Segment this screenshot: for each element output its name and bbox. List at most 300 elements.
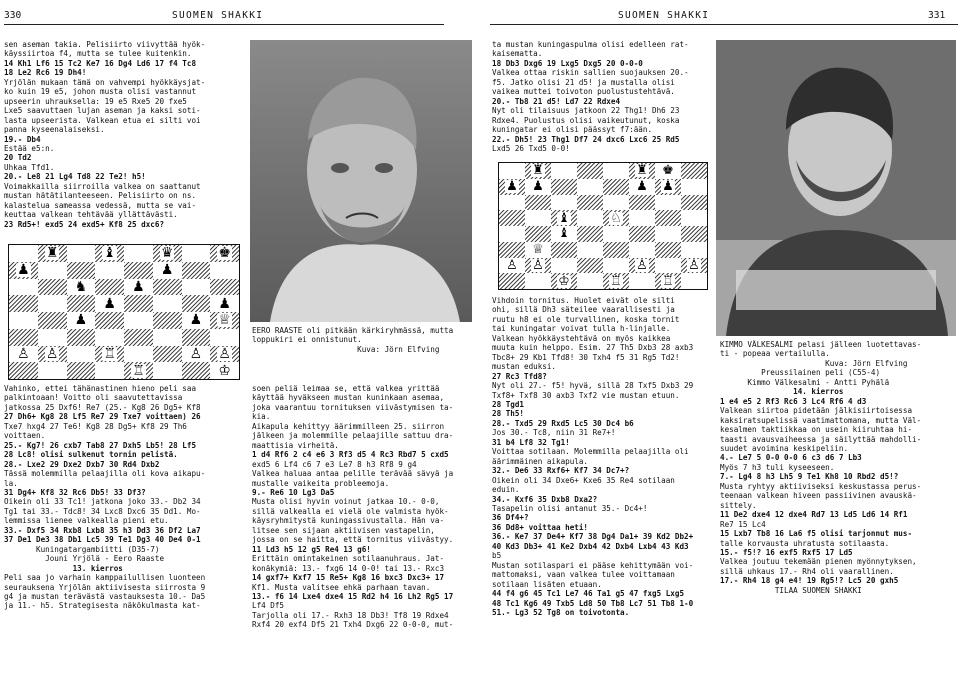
chess-piece-icon: ♟ — [506, 179, 518, 195]
col4_bottom-line: Kimmo Välkesalmi - Antti Pyhälä — [720, 377, 890, 387]
col3_bottom-line: Valkean hyökkäystehtävä on myös kaikkea — [492, 333, 671, 343]
col1_bottom-line: jatkossa 25 Dxf6! Re7 (25.- Kg8 26 Dg5+ Kf8 — [4, 402, 201, 412]
board-square — [525, 242, 551, 258]
chess-piece-icon: ♙ — [17, 345, 30, 362]
board-square — [603, 258, 629, 274]
col1_bottom-line: g4 ja mustan terävästä vastauksesta 10.- Da5 — [4, 591, 206, 601]
board-square — [182, 329, 211, 346]
col4_bottom-line: 15 Lxb7 Tb8 16 La6 f5 olisi tarjonnut mus- — [720, 529, 913, 539]
board-square — [525, 258, 551, 274]
board-square — [525, 210, 551, 226]
col2_bottom-line: Rxf4 20 exf4 Df5 21 Txh4 Dxg6 22 0-0-0, mut- — [252, 620, 454, 630]
col3_bottom-line: muuta kuin helppo. Esim. 27 Th5 Dxb3 28 axb3 — [492, 343, 694, 353]
col2_bottom-line: exd5 6 Lf4 c6 7 e3 Le7 8 h3 Rf8 9 g4 — [252, 459, 417, 469]
col1_top-line: käyssiirtoa f4, mutta se tulee kuitenkin. — [4, 49, 192, 59]
col3_bottom-line: ruutu h8 ei ole turvallinen, koska tornit — [492, 314, 680, 324]
col4_bottom-line: 7.- Lg4 8 h3 Lh5 9 Te1 Kh8 10 Rbd2 d5!? — [720, 472, 899, 482]
board-square — [9, 362, 38, 379]
col3_bottom-line: 31 b4 Lf8 32 Tg1! — [492, 437, 570, 447]
right-column-text-bottom — [492, 296, 712, 696]
board-square — [9, 245, 38, 262]
col1_top-line: 23 Rd5+! exd5 24 exd5+ Kf8 25 dxc6? — [4, 219, 165, 229]
board-square — [95, 362, 124, 379]
board-square — [655, 179, 681, 195]
chess-piece-icon: ♖ — [132, 362, 145, 379]
col3_bottom-line: ohi, sillä Dh3 säteilee vaarallisesti ja — [492, 305, 675, 315]
col2_bottom-line: Musta olisi hyvin voinut jatkaa 10.- 0-0, — [252, 497, 440, 507]
board-square — [499, 163, 525, 179]
board-square — [95, 329, 124, 346]
col3_bottom-line: 28 Th5! — [492, 409, 525, 419]
col1_bottom-line: Tässä molemmilla pelaajilla oli kova aikapu- — [4, 469, 206, 479]
board-square — [681, 163, 707, 179]
chess-piece-icon: ♝ — [558, 226, 570, 242]
col2_bottom-line: joka vaarantuu tornituksen viivästymisen ta- — [252, 402, 454, 412]
chess-piece-icon: ♟ — [662, 179, 674, 195]
col4_bottom-line: Re7 15 Lc4 — [720, 519, 766, 529]
chess-piece-icon: ♕ — [532, 242, 544, 258]
col1_bottom-line: Jouni Yrjölä - Eero Raaste — [4, 554, 165, 564]
col2_bottom-line: konäkymiä: 13.- fxg6 14 0-0! tai 13.- Rxc3 — [252, 563, 445, 573]
col2_bottom-line: soen peliä leimaa se, että valkea yrittää — [252, 384, 440, 393]
board-square — [67, 245, 96, 262]
col4_bottom-line: 17.- Rh4 18 g4 e4! 19 Rg5!? Lc5 20 gxh5 — [720, 576, 899, 586]
chess-piece-icon: ♞ — [74, 278, 88, 295]
photo_caption-line: loppukiri ei onnistunut. — [252, 335, 362, 345]
board-square — [67, 279, 96, 296]
chess-piece-icon: ♙ — [45, 345, 59, 362]
col1_bottom-line: 28 Lc8! olisi sulkenut tornin pelistä. — [4, 450, 178, 460]
col1_top-line: keuttaa valkean tehtävää yllättävästi. — [4, 210, 178, 220]
col3_bottom-line: 44 f4 g6 45 Tc1 Le7 46 Ta1 g5 47 fxg5 Lxg5 — [492, 589, 685, 599]
col3_bottom-line: 32.- De6 33 Rxf6+ Kf7 34 Dc7+? — [492, 466, 630, 476]
board-square — [9, 329, 38, 346]
board-square — [182, 262, 211, 279]
board-square — [124, 262, 153, 279]
col1_top-line: 20.- Le8 21 Lg4 Td8 22 Te2! h5! — [4, 172, 146, 182]
col3_bottom-line: 36.- Ke7 37 De4+ Kf7 38 Dg4 Da1+ 39 Kd2 Db2+ — [492, 532, 694, 542]
col3_bottom-line: 48 Tc1 Kg6 49 Txb5 Ld8 50 Tb8 Lc7 51 Tb8 1-0 — [492, 598, 694, 608]
col2_bottom-line: kia. — [252, 412, 271, 422]
col4_bottom-line: teenaan valkean hiveen passiivinen avauskä- — [720, 491, 917, 501]
board-square — [153, 329, 182, 346]
chess-piece-icon: ♟ — [532, 179, 544, 195]
col3_bottom-line: mattomaksi, vaan valkea tulee voittamaan — [492, 570, 675, 580]
col2_bottom-line: 11 Ld3 h5 12 g5 Re4 13 g6! — [252, 544, 371, 554]
col3_bottom-line: 36 Df4+? — [492, 513, 529, 523]
col1_bottom-line: lemmissa lienee valkealla pieni etu. — [4, 516, 169, 526]
col4_bottom-line: ti - popeaa vertailulla. — [720, 349, 830, 359]
col1_top-line: lasta upseerista. Valkean etua ei silti voi — [4, 115, 201, 125]
board-square — [629, 226, 655, 242]
chess-piece-icon: ♔ — [558, 273, 570, 289]
board-square — [38, 279, 67, 296]
board-square — [551, 163, 577, 179]
board-square — [67, 346, 96, 363]
col3_top-line: 18 Db3 Dxg6 19 Lxg5 Dxg5 20 0-0-0 — [492, 58, 643, 68]
board-square — [655, 226, 681, 242]
col1_bottom-line: 25.- Kg7! 26 cxb7 Tab8 27 Dxh5 Lb5! 28 Lf5 — [4, 440, 197, 450]
board-square — [182, 295, 211, 312]
col1_top-line: ko kuin 19 e5, johon musta olisi vastannut — [4, 87, 197, 97]
col3_bottom-line: 51.- Lg3 52 Tg8 on toivotonta. — [492, 607, 630, 617]
board-square — [603, 163, 629, 179]
board-square — [9, 279, 38, 296]
board-square — [577, 210, 603, 226]
board-square — [95, 245, 124, 262]
board-square — [551, 273, 577, 289]
board-square — [525, 163, 551, 179]
board-square — [153, 362, 182, 379]
board-square — [153, 295, 182, 312]
board-square — [499, 179, 525, 195]
col3_bottom-line: 40 Kd3 Db3+ 41 Ke2 Dxb4 42 Dxb4 Lxb4 43 Kd3 — [492, 541, 689, 551]
col2_bottom-line: maattisia virheitä. — [252, 440, 339, 450]
board-square — [38, 295, 67, 312]
col1_top-line: 20 Td2 — [4, 153, 32, 163]
col4_bottom-line: TILAA SUOMEN SHAKKI — [720, 585, 862, 595]
board-square — [95, 346, 124, 363]
right-header-rule — [490, 24, 958, 25]
photo-illustration — [250, 40, 472, 322]
col4_bottom-line: Preussilainen peli (C55-4) — [720, 368, 881, 378]
board-square — [551, 210, 577, 226]
chess-piece-icon: ♝ — [103, 245, 116, 262]
board-square — [38, 245, 67, 262]
col4_bottom-line: Musta ryhtyy aktiiviseksi keskustassa perus- — [720, 481, 922, 491]
chess-piece-icon: ♟ — [132, 278, 145, 295]
chess-piece-icon: ♟ — [103, 295, 116, 312]
col3_bottom-line: b5 — [492, 551, 502, 561]
col4_bottom-line: kaksiratsupelissä vaatimattomana, mutta Väl- — [720, 415, 922, 425]
col3_top-line: ta mustan kuningaspulma olisi edelleen rat- — [492, 40, 689, 49]
board-square — [38, 362, 67, 379]
col1_bottom-line: 33.- Dxf5 34 Rxb8 Lxb8 35 h3 Dd3 36 Df2 La7 — [4, 525, 201, 535]
board-square — [124, 362, 153, 379]
col4_bottom-line: 1 e4 e5 2 Rf3 Rc6 3 Lc4 Rf6 4 d3 — [720, 396, 867, 406]
board-square — [153, 346, 182, 363]
col1_bottom-line: Tg1 tai 33.- Tdc8! 34 Lxc8 Dxc6 35 Dd1. Mo- — [4, 506, 201, 516]
chess-piece-icon: ♕ — [218, 312, 231, 329]
board-square — [681, 273, 707, 289]
board-square — [681, 195, 707, 211]
board-square — [681, 258, 707, 274]
col2_bottom-line: 14 gxf7+ Kxf7 15 Re5+ Kg8 16 bxc3 Dxc3+ 17 — [252, 573, 445, 583]
board-square — [603, 226, 629, 242]
col4_bottom-line: Valkean siirtoa pidetään jälkisiirtoisessa — [720, 406, 913, 416]
board-square — [153, 245, 182, 262]
board-square — [210, 362, 239, 379]
photo_caption-line: EERO RAASTE oli pitkään kärkiryhmässä, mutta — [252, 326, 454, 335]
chess-diagram-left — [8, 244, 240, 380]
col3_bottom-line: 34.- Kxf6 35 Dxb8 Dxa2? — [492, 494, 598, 504]
chess-piece-icon: ♟ — [218, 295, 231, 312]
board-square — [603, 242, 629, 258]
col3_top-line: Rdxe4. Puolustus olisi vaikeutunut, koska — [492, 115, 680, 125]
board-square — [681, 242, 707, 258]
col3_bottom-line: Nyt oli 27.- f5! hyvä, sillä 28 Txf5 Dxb3 29 — [492, 381, 694, 391]
board-square — [124, 279, 153, 296]
col4_bottom-line: 4.- Le7 5 0-0 0-0 6 c3 d6 7 Lb3 — [720, 453, 862, 463]
board-square — [655, 163, 681, 179]
board-square — [655, 258, 681, 274]
col4_bottom-line: 11 De2 dxe4 12 dxe4 Rd7 13 Ld5 Ld6 14 Rf1 — [720, 510, 908, 520]
col1_bottom-line: Oikein oli 33 Tc1! jatkona joko 33.- Db2 34 — [4, 497, 201, 507]
col2_bottom-line: 13.- f6 14 Lxe4 dxe4 15 Rd2 h4 16 Lh2 Rg5 17 — [252, 591, 454, 601]
left-running-title: SUOMEN SHAKKI — [172, 10, 264, 21]
col2_bottom-line: Kf1. Musta valitsee ehkä parhaan tavan. — [252, 582, 431, 592]
chess-piece-icon: ♟ — [17, 262, 30, 279]
board-square — [629, 163, 655, 179]
chess-piece-icon: ♘ — [610, 210, 622, 226]
board-square — [182, 346, 211, 363]
col1_top-line: Voimakkailla siirroilla valkea on saattanut — [4, 181, 201, 191]
col3_bottom-line: Mustan sotilaspari ei pääse kehittymään voi- — [492, 560, 694, 570]
col3_bottom-line: Voittaa sotilaan. Molemmilla pelaajilla oli — [492, 447, 689, 457]
col2_bottom-line: käyttää hyväkseen mustan kuninkaan asemaa, — [252, 393, 445, 403]
col4_bottom-line: KIMMO VÄLKESALMI pelasi jälleen luotettavas- — [720, 340, 922, 349]
col3_bottom-line: Oikein oli 34 Dxe6+ Kxe6 35 Re4 sotilaan — [492, 475, 675, 485]
board-square — [629, 273, 655, 289]
board-square — [551, 242, 577, 258]
left-page-number: 330 — [4, 10, 22, 21]
col4_bottom-line: taasti avausvaiheessa ja säilyttää mahdolli- — [720, 434, 922, 444]
board-square — [551, 226, 577, 242]
board-square — [577, 258, 603, 274]
board-square — [629, 210, 655, 226]
chess-piece-icon: ♜ — [636, 163, 648, 179]
board-square — [629, 195, 655, 211]
board-square — [551, 258, 577, 274]
far-right-column-text — [720, 340, 958, 696]
board-square — [629, 242, 655, 258]
left-column-text-top — [4, 40, 244, 240]
board-square — [499, 210, 525, 226]
chess-piece-icon: ♙ — [688, 257, 700, 273]
col3_top-line: Nyt oli tilaisuus jatkoon 22 Thg1! Dh6 23 — [492, 106, 680, 116]
col1_bottom-line: 28.- Lxe2 29 Dxe2 Dxb7 30 Rd4 Dxb2 — [4, 459, 160, 469]
col1_top-line: mustan hätätilanteeseen. Pelisiirto on ns. — [4, 191, 197, 201]
col3_top-line: Valkea ottaa riskin sallien suojauksen 20.- — [492, 68, 689, 78]
board-square — [124, 346, 153, 363]
col3_bottom-line: 27 Rc3 Tfd8? — [492, 371, 547, 381]
col3_bottom-line: tai kuningatar voivat tulla h-linjalle. — [492, 324, 671, 334]
board-square — [95, 312, 124, 329]
col3_bottom-line: Jos 30.- Tc8, niin 31 Re7+! — [492, 428, 616, 438]
col3_bottom-line: 36 Dd8+ voittaa heti! — [492, 522, 589, 532]
middle-column-text — [252, 384, 478, 696]
chess-piece-icon: ♖ — [610, 273, 622, 289]
board-square — [210, 245, 239, 262]
photo-caption — [252, 326, 472, 354]
col1_top-line: Yrjölän mukaan tämä on vahvempi hyökkäysjat- — [4, 77, 206, 87]
col2_bottom-line: jälkeen ja molemmille pelaajille sattuu dra- — [252, 431, 454, 441]
board-square — [577, 179, 603, 195]
col4_bottom-line: talle korvausta uhratusta sotilaasta. — [720, 538, 890, 548]
col1_bottom-line: voittaen. — [4, 431, 46, 441]
col3_top-line: kuningatar ei olisi päässyt f7:ään. — [492, 125, 653, 135]
col4_bottom-line: 14. kierros — [720, 387, 844, 397]
board-square — [9, 346, 38, 363]
col2_bottom-line: käysryhmitystä kuningassivustalla. Hän va- — [252, 516, 445, 526]
chess-piece-icon: ♜ — [532, 163, 544, 179]
board-square — [603, 210, 629, 226]
board-square — [210, 312, 239, 329]
board-square — [629, 179, 655, 195]
col1_bottom-line: ja 11.- h5. Strategisesta näkökulmasta kat- — [4, 601, 201, 611]
board-square — [67, 329, 96, 346]
chess-piece-icon: ♖ — [662, 273, 674, 289]
left-column-text-bottom — [4, 384, 246, 696]
board-square — [499, 242, 525, 258]
col1_top-line: Estää e5:n. — [4, 143, 55, 153]
chess-piece-icon: ♛ — [160, 245, 174, 262]
board-square — [210, 279, 239, 296]
board-square — [182, 362, 211, 379]
col1_top-line: 19.- Db4 — [4, 134, 41, 144]
chess-piece-icon: ♚ — [662, 163, 674, 179]
board-square — [182, 279, 211, 296]
chess-diagram-right — [498, 162, 708, 290]
col2_bottom-line: litsee sen sijaan aktiivisen vastapelin, — [252, 525, 435, 535]
col1_bottom-line: la. — [4, 478, 18, 488]
chess-piece-icon: ♙ — [506, 257, 518, 273]
board-square — [210, 262, 239, 279]
col1_top-line: kalastelua sameassa vedessä, mutta se vai- — [4, 200, 197, 210]
col1_bottom-line: 31 Dg4+ Kf8 32 Rc6 Db5! 33 Df3? — [4, 487, 146, 497]
board-square — [95, 262, 124, 279]
board-square — [38, 262, 67, 279]
col3_bottom-line: eduin. — [492, 485, 520, 495]
board-square — [499, 258, 525, 274]
board-square — [499, 195, 525, 211]
board-square — [9, 295, 38, 312]
col1_bottom-line: Kuningatargambiitti (D35-7) — [4, 544, 160, 554]
board-square — [210, 346, 239, 363]
right-column-text-top — [492, 40, 718, 160]
col1_top-line: Uhkaa Tfd1. — [4, 162, 55, 172]
col4_bottom-line: suudet avoimina keskipeliin. — [720, 443, 849, 453]
board-square — [577, 195, 603, 211]
col3_bottom-line: sotilaan lisäten etuaan. — [492, 579, 602, 589]
col3_bottom-line: Tbc8+ 29 Kb1 Tfd8! 30 Txh4 f5 31 Rg5 Td2! — [492, 352, 680, 362]
col1_top-line: panna kyseenalaiseksi. — [4, 125, 105, 135]
player-photo-kimmo-valkesalmi — [716, 40, 956, 336]
board-square — [577, 242, 603, 258]
chess-piece-icon: ♝ — [558, 210, 570, 226]
board-square — [499, 226, 525, 242]
board-square — [551, 195, 577, 211]
board-square — [38, 329, 67, 346]
chess-piece-icon: ♟ — [636, 179, 648, 195]
board-square — [124, 329, 153, 346]
right-page-number: 331 — [928, 10, 946, 21]
chess-piece-icon: ♙ — [636, 257, 648, 273]
board-square — [67, 295, 96, 312]
col3_bottom-line: Tasapelin olisi antanut 35.- Dc4+! — [492, 503, 648, 513]
board-square — [153, 262, 182, 279]
chess-piece-icon: ♜ — [45, 245, 59, 262]
board-square — [9, 262, 38, 279]
board-square — [655, 273, 681, 289]
board-square — [577, 163, 603, 179]
chess-piece-icon: ♙ — [218, 345, 231, 362]
col1_top-line: 18 Le2 Rc6 19 Dh4! — [4, 68, 87, 78]
col3_bottom-line: 28.- Txd5 29 Rxd5 Lc5 30 Dc4 b6 — [492, 418, 634, 428]
chess-piece-icon: ♖ — [103, 345, 116, 362]
col3_top-line: 20.- Tb8 21 d5! Ld7 22 Rdxe4 — [492, 96, 621, 106]
board-square — [95, 279, 124, 296]
col4_bottom-line: sittely. — [720, 500, 757, 510]
col1_top-line: Lxe5 saavuttaen lujan aseman ja kaksi soti- — [4, 106, 201, 116]
board-square — [525, 195, 551, 211]
col4_bottom-line: Kuva: Jörn Elfving — [720, 358, 908, 368]
chess-piece-icon: ♟ — [189, 312, 203, 329]
board-square — [153, 279, 182, 296]
chess-piece-icon: ♚ — [218, 245, 231, 262]
board-square — [681, 226, 707, 242]
board-square — [577, 226, 603, 242]
col2_bottom-line: sillä valkealla ei vielä ole valmista hyök- — [252, 506, 449, 516]
col1_bottom-line: Peli saa jo varhain kamppailullisen luonteen — [4, 573, 206, 583]
col1_bottom-line: Vahinko, ettei tähänastinen hieno peli saa — [4, 384, 197, 393]
board-square — [124, 295, 153, 312]
board-square — [655, 195, 681, 211]
col2_bottom-line: 9.- Re6 10 Lg3 Da5 — [252, 487, 335, 497]
board-square — [210, 329, 239, 346]
col3_bottom-line: mustan eduksi. — [492, 362, 557, 372]
chess-piece-icon: ♙ — [189, 345, 203, 362]
col4_bottom-line: kesalmen taktiikkaa on usein kiiruhtaa hi- — [720, 425, 913, 435]
board-square — [67, 312, 96, 329]
board-square — [655, 242, 681, 258]
col4_bottom-line: 15.- f5!? 16 exf5 Rxf5 17 Ld5 — [720, 547, 853, 557]
board-square — [603, 273, 629, 289]
board-square — [603, 179, 629, 195]
board-square — [525, 179, 551, 195]
col2_bottom-line: Lf4 Df5 — [252, 601, 285, 611]
board-square — [210, 295, 239, 312]
board-square — [153, 312, 182, 329]
board-square — [67, 362, 96, 379]
col1_bottom-line: seurauksena Yrjölän aktiivisesta siirrosta 9 — [4, 582, 206, 592]
col3_top-line: 22.- Dh5! 23 Thg1 Df7 24 dxc6 Lxc6 25 Rd5 — [492, 134, 680, 144]
col3_top-line: kaisematta. — [492, 49, 543, 59]
col3_top-line: vaikea muttei toivoton puolustustehtävä. — [492, 87, 675, 97]
board-square — [182, 312, 211, 329]
board-square — [182, 245, 211, 262]
board-square — [9, 312, 38, 329]
col1_bottom-line: 27 Dh6+ Kg8 28 Lf5 Re7 29 Txe7 voittaen) 26 — [4, 412, 201, 422]
board-square — [38, 346, 67, 363]
col1_bottom-line: 13. kierros — [4, 563, 123, 573]
board-square — [655, 210, 681, 226]
col3_top-line: f5. Jatko olisi 21 d5! ja mustalla olisi — [492, 77, 675, 87]
col2_bottom-line: jossa on se haitta, että tornitus viivästyy. — [252, 535, 454, 545]
col4_bottom-line: sillä uhkaus 17.- Rh4 oli vaarallinen. — [720, 566, 894, 576]
board-square — [67, 262, 96, 279]
col3_bottom-line: Vihdoin tornitus. Huolet eivät ole silti — [492, 296, 675, 305]
board-square — [603, 195, 629, 211]
chess-piece-icon: ♙ — [532, 257, 544, 273]
col1_bottom-line: 37 De1 De3 38 Db1 Lc5 39 Te1 Dg3 40 De4 0-1 — [4, 535, 201, 545]
board-square — [499, 273, 525, 289]
board-square — [38, 312, 67, 329]
board-square — [551, 179, 577, 195]
col2_bottom-line: Aikapula kehittyy äärimmilleen 25. siirron — [252, 421, 445, 431]
col3_bottom-line: 28 Tgd1 — [492, 399, 525, 409]
board-square — [124, 245, 153, 262]
